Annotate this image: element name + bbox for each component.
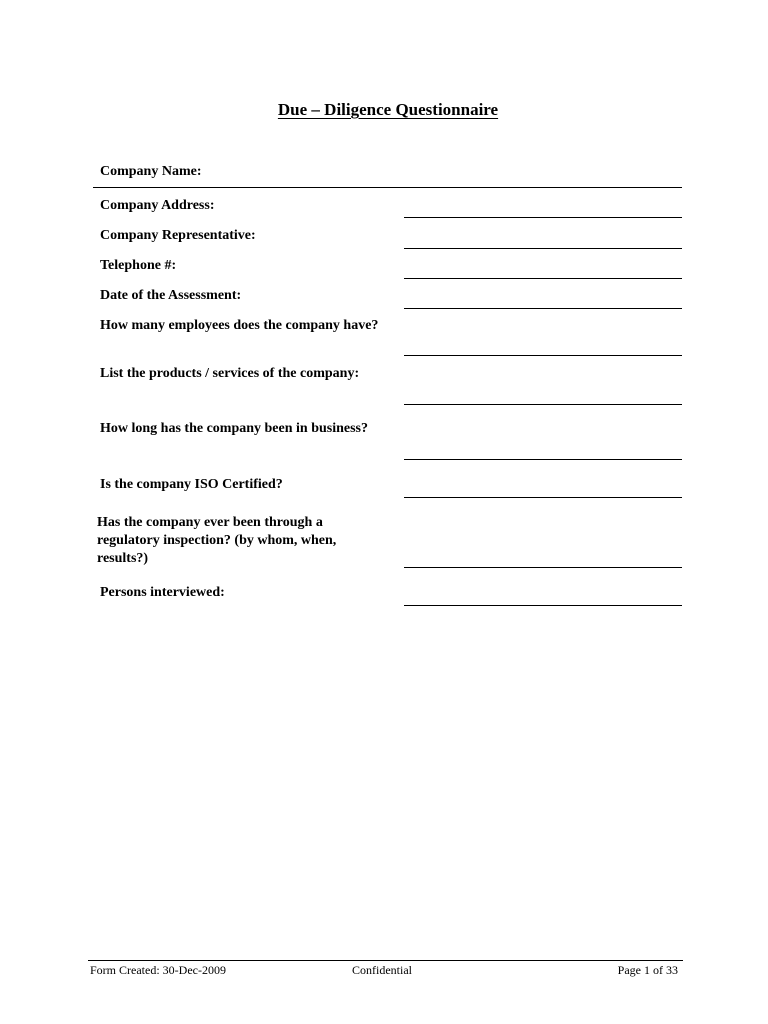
regulatory-inspection-answer-line[interactable] [404,567,682,568]
regulatory-inspection-label: Has the company ever been through a regulatory inspection? (by whom, when, results?) [97,515,337,566]
telephone-answer-line[interactable] [404,278,682,279]
telephone-label: Telephone #: [100,258,177,273]
business-duration-answer-line[interactable] [404,459,682,460]
company-name-rule[interactable] [93,187,682,188]
company-representative-label: Company Representative: [100,228,256,243]
company-address-label: Company Address: [100,198,215,213]
footer-page-number: Page 1 of 33 [617,963,678,977]
products-services-answer-line[interactable] [404,404,682,405]
footer-form-created: Form Created: 30-Dec-2009 [90,963,226,977]
page-title: Due – Diligence Questionnaire [277,100,499,119]
footer-rule [88,960,683,961]
products-services-label: List the products / services of the company: [100,366,360,381]
assessment-date-answer-line[interactable] [404,308,682,309]
company-address-answer-line[interactable] [404,217,682,218]
persons-interviewed-label: Persons interviewed: [100,585,225,600]
business-duration-label: How long has the company been in business? [100,421,369,436]
company-representative-answer-line[interactable] [404,248,682,249]
assessment-date-label: Date of the Assessment: [100,288,242,303]
persons-interviewed-answer-line[interactable] [404,605,682,606]
company-name-label: Company Name: [100,164,202,179]
iso-certified-answer-line[interactable] [404,497,682,498]
employees-answer-line[interactable] [404,355,682,356]
footer-confidential: Confidential [352,963,412,977]
iso-certified-label: Is the company ISO Certified? [100,477,283,492]
employees-label: How many employees does the company have? [100,318,379,333]
